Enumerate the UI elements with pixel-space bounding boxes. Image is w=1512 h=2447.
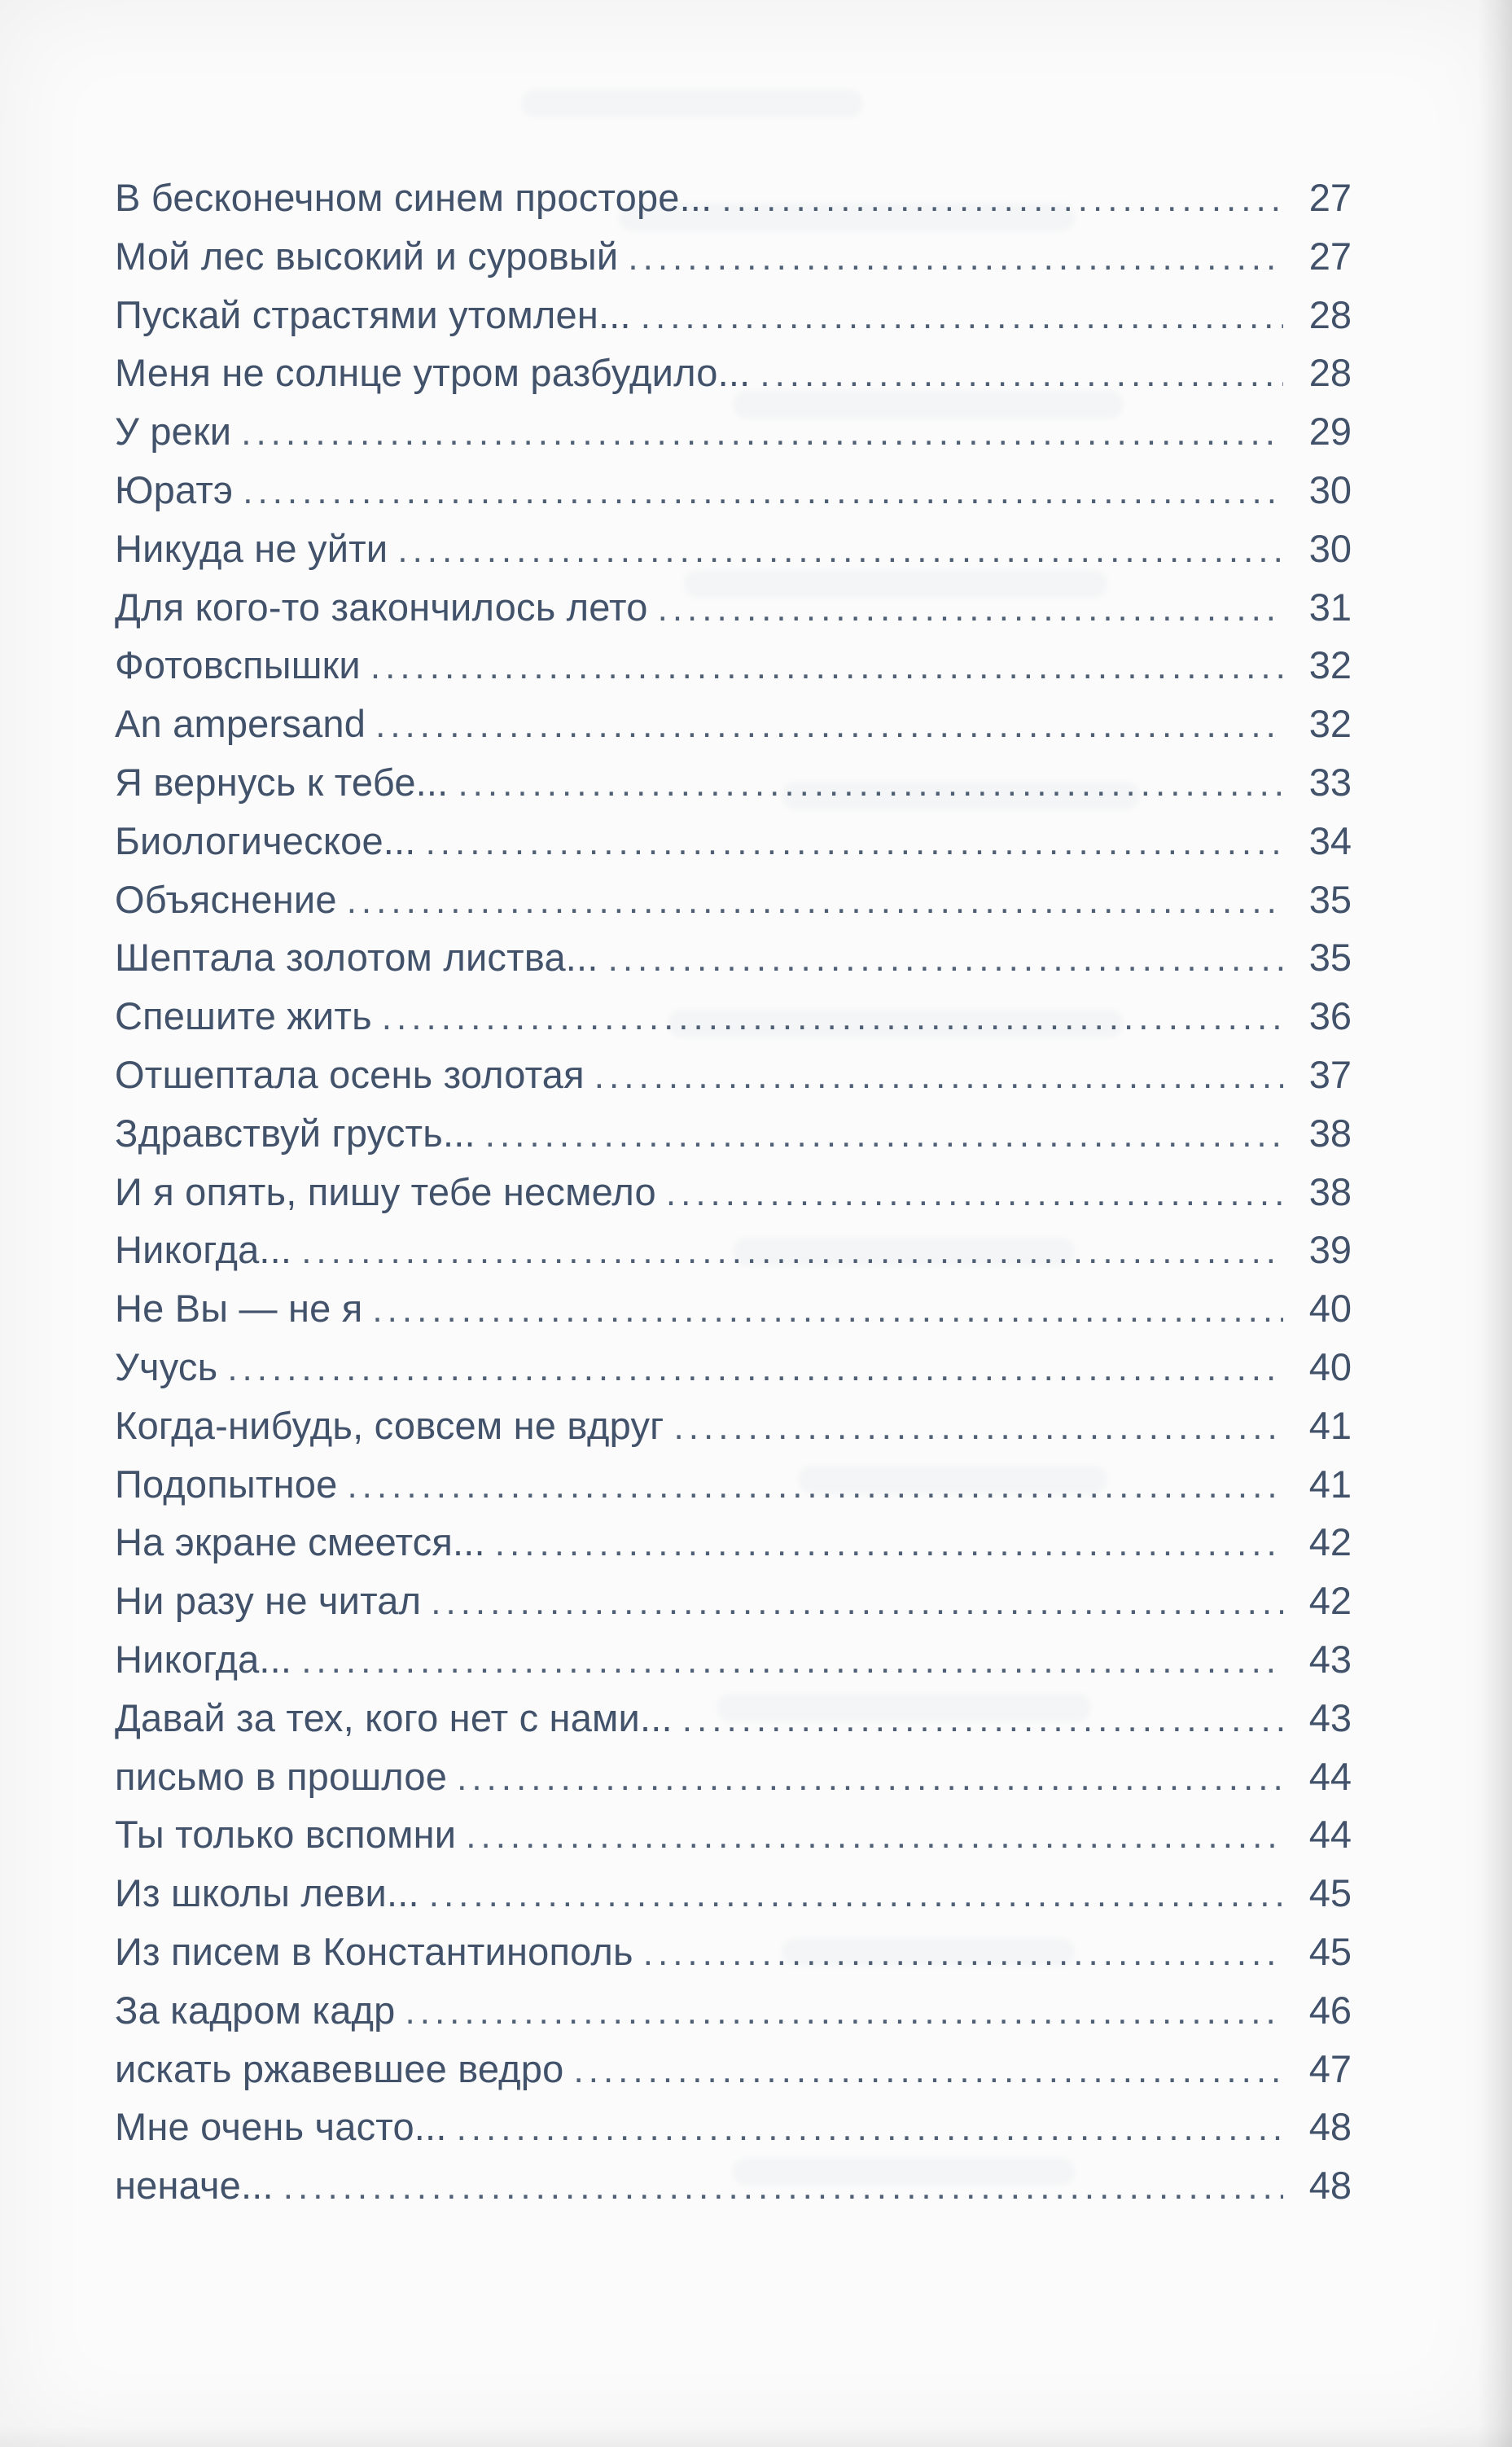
toc-entry <box>115 636 1352 695</box>
dot-leader <box>447 2098 1283 2158</box>
toc-entry-page: 47 <box>1308 2046 1352 2090</box>
dot-leader <box>337 870 1283 931</box>
toc-entry-title: искать ржавевшее ведро <box>115 2046 564 2090</box>
toc-entry <box>115 227 1352 286</box>
toc-entry-page: 43 <box>1308 1637 1352 1681</box>
dot-leader <box>337 1455 1283 1515</box>
dot-leader <box>291 1630 1283 1691</box>
dot-leader <box>618 227 1283 287</box>
toc-entry-page: 27 <box>1308 234 1352 278</box>
toc-entry <box>115 344 1352 402</box>
toc-entry <box>115 812 1352 870</box>
toc-entry-title: Пускай страстями утомлен... <box>115 292 631 336</box>
dot-leader <box>372 987 1283 1047</box>
dot-leader <box>361 636 1283 696</box>
page-edge-shadow-bottom <box>0 2426 1512 2447</box>
toc-entry-page: 48 <box>1308 2164 1352 2208</box>
toc-entry-page: 40 <box>1308 1287 1352 1331</box>
toc-entry <box>115 1572 1352 1630</box>
toc-entry-title: Из школы леви... <box>115 1871 419 1915</box>
toc-entry-page: 45 <box>1308 1871 1352 1915</box>
dot-leader <box>673 1689 1283 1749</box>
toc-entry <box>115 1864 1352 1923</box>
toc-entry-page: 27 <box>1308 176 1352 219</box>
toc-entry-page: 35 <box>1308 877 1352 921</box>
dot-leader <box>291 1221 1283 1281</box>
toc-entry-title: Учусь <box>115 1344 218 1388</box>
toc-entry-title: Никогда... <box>115 1228 292 1272</box>
dot-leader <box>750 344 1283 404</box>
toc-entry <box>115 578 1352 637</box>
dot-leader <box>274 2156 1283 2217</box>
dot-leader <box>447 1748 1283 1808</box>
toc-entry-title: письмо в прошлое <box>115 1754 448 1798</box>
toc-entry <box>115 1397 1352 1455</box>
toc-entry-page: 34 <box>1308 818 1352 862</box>
dot-leader <box>664 1397 1283 1457</box>
toc-entry-title: Не Вы — не я <box>115 1287 363 1331</box>
dot-leader <box>416 812 1283 872</box>
dot-leader <box>564 2040 1284 2100</box>
toc-entry-page: 28 <box>1308 351 1352 395</box>
toc-entry-title: Мне очень часто... <box>115 2105 447 2149</box>
dot-leader <box>362 1279 1283 1340</box>
toc-entry-page: 30 <box>1308 526 1352 570</box>
toc-entry <box>115 1689 1352 1748</box>
toc-entry-page: 40 <box>1308 1344 1352 1388</box>
dot-leader <box>633 1923 1283 1983</box>
toc-entry <box>115 1981 1352 2040</box>
toc-entry-page: 46 <box>1308 1988 1352 2032</box>
toc-entry-page: 41 <box>1308 1403 1352 1447</box>
toc-entry-page: 33 <box>1308 760 1352 804</box>
dot-leader <box>233 461 1283 521</box>
toc-entry <box>115 520 1352 578</box>
toc-entry <box>115 1221 1352 1279</box>
toc-entry <box>115 695 1352 753</box>
toc-entry-title: За кадром кадр <box>115 1988 396 2032</box>
dot-leader <box>631 286 1283 346</box>
toc-entry-title: Отшептала осень золотая <box>115 1052 585 1096</box>
table-of-contents <box>115 169 1352 2215</box>
toc-entry-title: Шептала золотом листва... <box>115 936 598 980</box>
toc-entry <box>115 2098 1352 2156</box>
dot-leader <box>712 169 1283 229</box>
toc-entry-title: Объяснение <box>115 877 337 921</box>
toc-entry <box>115 1046 1352 1104</box>
toc-entry-title: Никогда... <box>115 1637 292 1681</box>
dot-leader <box>448 753 1283 813</box>
toc-entry <box>115 461 1352 520</box>
dot-leader <box>396 1981 1284 2041</box>
toc-entry-title: На экране смеется... <box>115 1520 485 1564</box>
toc-entry <box>115 2156 1352 2215</box>
toc-entry-page: 38 <box>1308 1111 1352 1155</box>
toc-entry-title: Биологическое... <box>115 818 416 862</box>
toc-entry <box>115 870 1352 929</box>
toc-entry <box>115 1805 1352 1864</box>
toc-entry-page: 30 <box>1308 467 1352 511</box>
toc-entry <box>115 1163 1352 1221</box>
toc-entry-title: Никуда не уйти <box>115 526 388 570</box>
toc-entry-title: Для кого-то закончилось лето <box>115 585 648 629</box>
dot-leader <box>366 695 1283 755</box>
toc-entry-title: Я вернусь к тебе... <box>115 760 449 804</box>
toc-entry-title: Юратэ <box>115 467 234 511</box>
dot-leader <box>231 402 1283 463</box>
toc-entry-title: И я опять, пишу тебе несмело <box>115 1169 656 1213</box>
dot-leader <box>419 1864 1283 1924</box>
dot-leader <box>388 520 1283 580</box>
toc-entry-page: 42 <box>1308 1579 1352 1623</box>
toc-entry-title: Здравствуй грусть... <box>115 1111 476 1155</box>
dot-leader <box>585 1046 1283 1106</box>
toc-entry <box>115 1513 1352 1572</box>
dot-leader <box>598 928 1283 989</box>
toc-entry-page: 37 <box>1308 1052 1352 1096</box>
toc-entry-page: 44 <box>1308 1813 1352 1857</box>
toc-entry <box>115 1338 1352 1397</box>
toc-entry <box>115 987 1352 1046</box>
dot-leader <box>648 578 1283 638</box>
toc-entry-page: 42 <box>1308 1520 1352 1564</box>
toc-entry-title: An ampersand <box>115 702 366 746</box>
dot-leader <box>485 1513 1283 1573</box>
toc-entry-page: 39 <box>1308 1228 1352 1272</box>
toc-entry-title: Меня не солнце утром разбудило... <box>115 351 751 395</box>
dot-leader <box>456 1805 1283 1866</box>
dot-leader <box>217 1338 1283 1398</box>
toc-entry-title: Из писем в Константинополь <box>115 1929 633 1973</box>
toc-entry-page: 28 <box>1308 292 1352 336</box>
toc-entry-page: 29 <box>1308 410 1352 454</box>
toc-entry <box>115 402 1352 461</box>
toc-entry-title: Ты только вспомни <box>115 1813 457 1857</box>
toc-entry-title: Давай за тех, кого нет с нами... <box>115 1695 673 1739</box>
toc-entry <box>115 1455 1352 1514</box>
toc-entry-title: Когда-нибудь, совсем не вдруг <box>115 1403 664 1447</box>
toc-entry-page: 32 <box>1308 702 1352 746</box>
page-edge-shadow-right <box>1478 0 1512 2447</box>
toc-entry-page: 36 <box>1308 994 1352 1038</box>
toc-entry-title: В бесконечном синем просторе... <box>115 176 712 219</box>
toc-entry-page: 38 <box>1308 1169 1352 1213</box>
dot-leader <box>421 1572 1283 1632</box>
toc-entry-title: Фотовспышки <box>115 643 361 687</box>
toc-entry <box>115 753 1352 812</box>
showthrough-streak <box>521 90 863 117</box>
toc-entry <box>115 1279 1352 1338</box>
toc-entry-page: 44 <box>1308 1754 1352 1798</box>
toc-entry <box>115 286 1352 344</box>
toc-entry-page: 45 <box>1308 1929 1352 1973</box>
toc-entry <box>115 1748 1352 1806</box>
dot-leader <box>476 1104 1283 1164</box>
toc-entry-title: Мой лес высокий и суровый <box>115 234 619 278</box>
dot-leader <box>656 1163 1283 1223</box>
toc-entry-page: 35 <box>1308 936 1352 980</box>
toc-entry-page: 31 <box>1308 585 1352 629</box>
toc-entry-title: неначе... <box>115 2164 274 2208</box>
toc-entry-title: Подопытное <box>115 1462 338 1506</box>
toc-entry <box>115 928 1352 987</box>
toc-entry-title: Ни разу не читал <box>115 1579 422 1623</box>
toc-entry <box>115 1630 1352 1689</box>
toc-entry <box>115 1923 1352 1981</box>
toc-entry <box>115 2040 1352 2098</box>
toc-entry-title: Спешите жить <box>115 994 372 1038</box>
toc-entry <box>115 1104 1352 1163</box>
toc-entry-page: 48 <box>1308 2105 1352 2149</box>
toc-entry-page: 32 <box>1308 643 1352 687</box>
toc-entry-page: 43 <box>1308 1695 1352 1739</box>
toc-entry-page: 41 <box>1308 1462 1352 1506</box>
toc-entry-title: У реки <box>115 410 232 454</box>
toc-entry <box>115 169 1352 227</box>
